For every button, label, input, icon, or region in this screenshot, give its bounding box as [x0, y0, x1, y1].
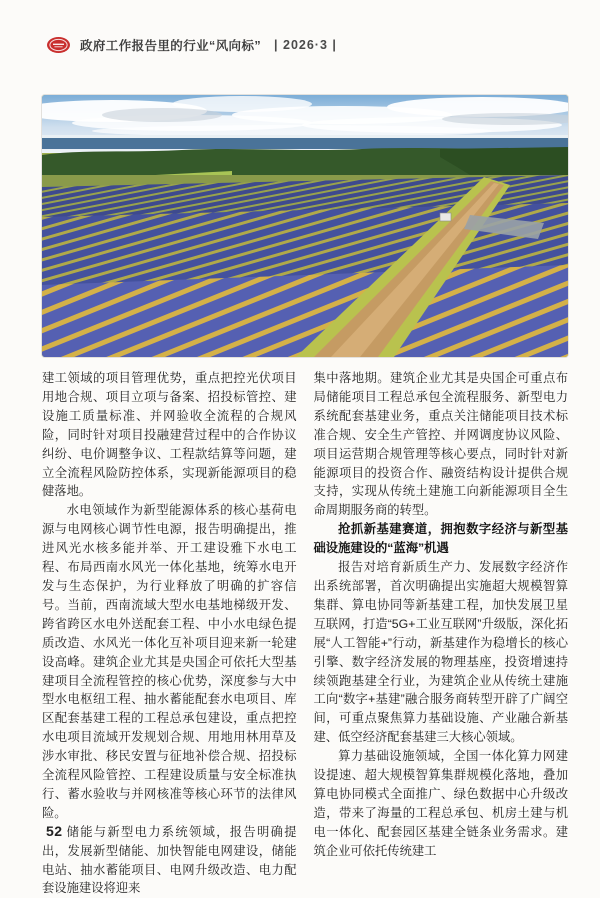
horizon-haze [42, 135, 568, 138]
paragraph: 集中落地期。建筑企业尤其是央国企可重点布局储能项目工程总承包全流程服务、新型电力系统配套基建业务，重点关注储能项目技术标准合规、安全生产管控、并网调度协议风险、项目运营期合规管理等核心要点，同时针对新能源项目的投资合作、融资结构设计提供合规支持，实现从传统土建施工向新能源项目全生命周期服务商的转型。 [313, 371, 568, 518]
header-title: 政府工作报告里的行业“风向标” [80, 39, 262, 53]
clouds [42, 96, 568, 137]
paragraph: 储能与新型电力系统领域，报告明确提出，发展新型储能、加快智能电网建设，储能电站、抽水蓄能项目、电网升级改造、电力配套设施建设将迎来 [42, 824, 297, 896]
paragraph: 算力基础设施领域，全国一体化算力网建设提速、超大规模智算集群规模化落地，叠加算电协同模式全面推广、绿色数据中心升级改造，带来了海量的工程总承包、机房土建与机电一体化、配套园区基建全链条业务需求。建筑企业可依托传统建工 [313, 749, 568, 858]
small-building [440, 213, 451, 221]
sea-horizon [42, 138, 568, 149]
left-column [42, 369, 297, 898]
header-issue-number: | 2026·3 | [274, 38, 337, 52]
solar-farm-photo [42, 95, 568, 357]
solar-farm-illustration [42, 95, 568, 357]
paragraph: 建工领域的项目管理优势，重点把控光伏项目用地合规、项目立项与备案、招投标管控、建设施工质量标准、并网验收全流程的合规风险，同时针对项目投融建营过程中的合作协议纠纷、电价调整争议、工程款结算等问题，建立全流程风险防控体系，实现新能源项目的稳健落地。 [42, 371, 297, 499]
page-header [46, 35, 337, 55]
paragraph: 报告对培育新质生产力、发展数字经济作出系统部署，首次明确提出实施超大规模智算集群、算电协同等新基建工程，加快发展卫星互联网，打造“5G+工业互联网”升级版，深化拓展“人工智能+”行动，新基建作为稳增长的核心引擎、数字经济发展的物理基座，投资增速持续领跑基建全行业，为建筑企业从传统土建施工向“数字+基建”融合服务商转型开辟了广阔空间，可重点聚焦算力基础设施、产业融合新基建、低空经济配套基建三大核心领域。 [313, 560, 568, 745]
paragraph: 水电领域作为新型能源体系的核心基荷电源与电网核心调节性电源，报告明确提出，推进风光水核多能并举、开工建设雅下水电工程、布局西南水风光一体化基地，统筹水电开发与生态保护，为行业释放了明确的扩容信号。当前，西南流域大型水电基地梯级开发、跨省跨区水电外送配套工程、中小水电绿色提质改造、水风光一体化互补项目迎来新一轮建设高峰。建筑企业尤其是央国企可依托大型基建项目全流程管控的核心优势，深度参与大中型水电枢纽工程、抽水蓄能配套水电项目、库区配套基建工程的工程总承包建设，重点把控水电项目流域开发规划合规、用地用林用草及涉水审批、移民安置与征地补偿合规、招投标全流程风险管控、工程建设质量与安全标准执行、蓄水验收与并网核准等核心环节的法律风险。 [42, 503, 297, 820]
page-number: 52 [46, 823, 63, 839]
section-heading: 抢抓新基建赛道，拥抱数字经济与新型基础设施建设的“蓝海”机遇 [313, 522, 568, 556]
right-column [314, 369, 569, 898]
article-body [42, 369, 568, 898]
publisher-seal-icon [46, 36, 71, 54]
